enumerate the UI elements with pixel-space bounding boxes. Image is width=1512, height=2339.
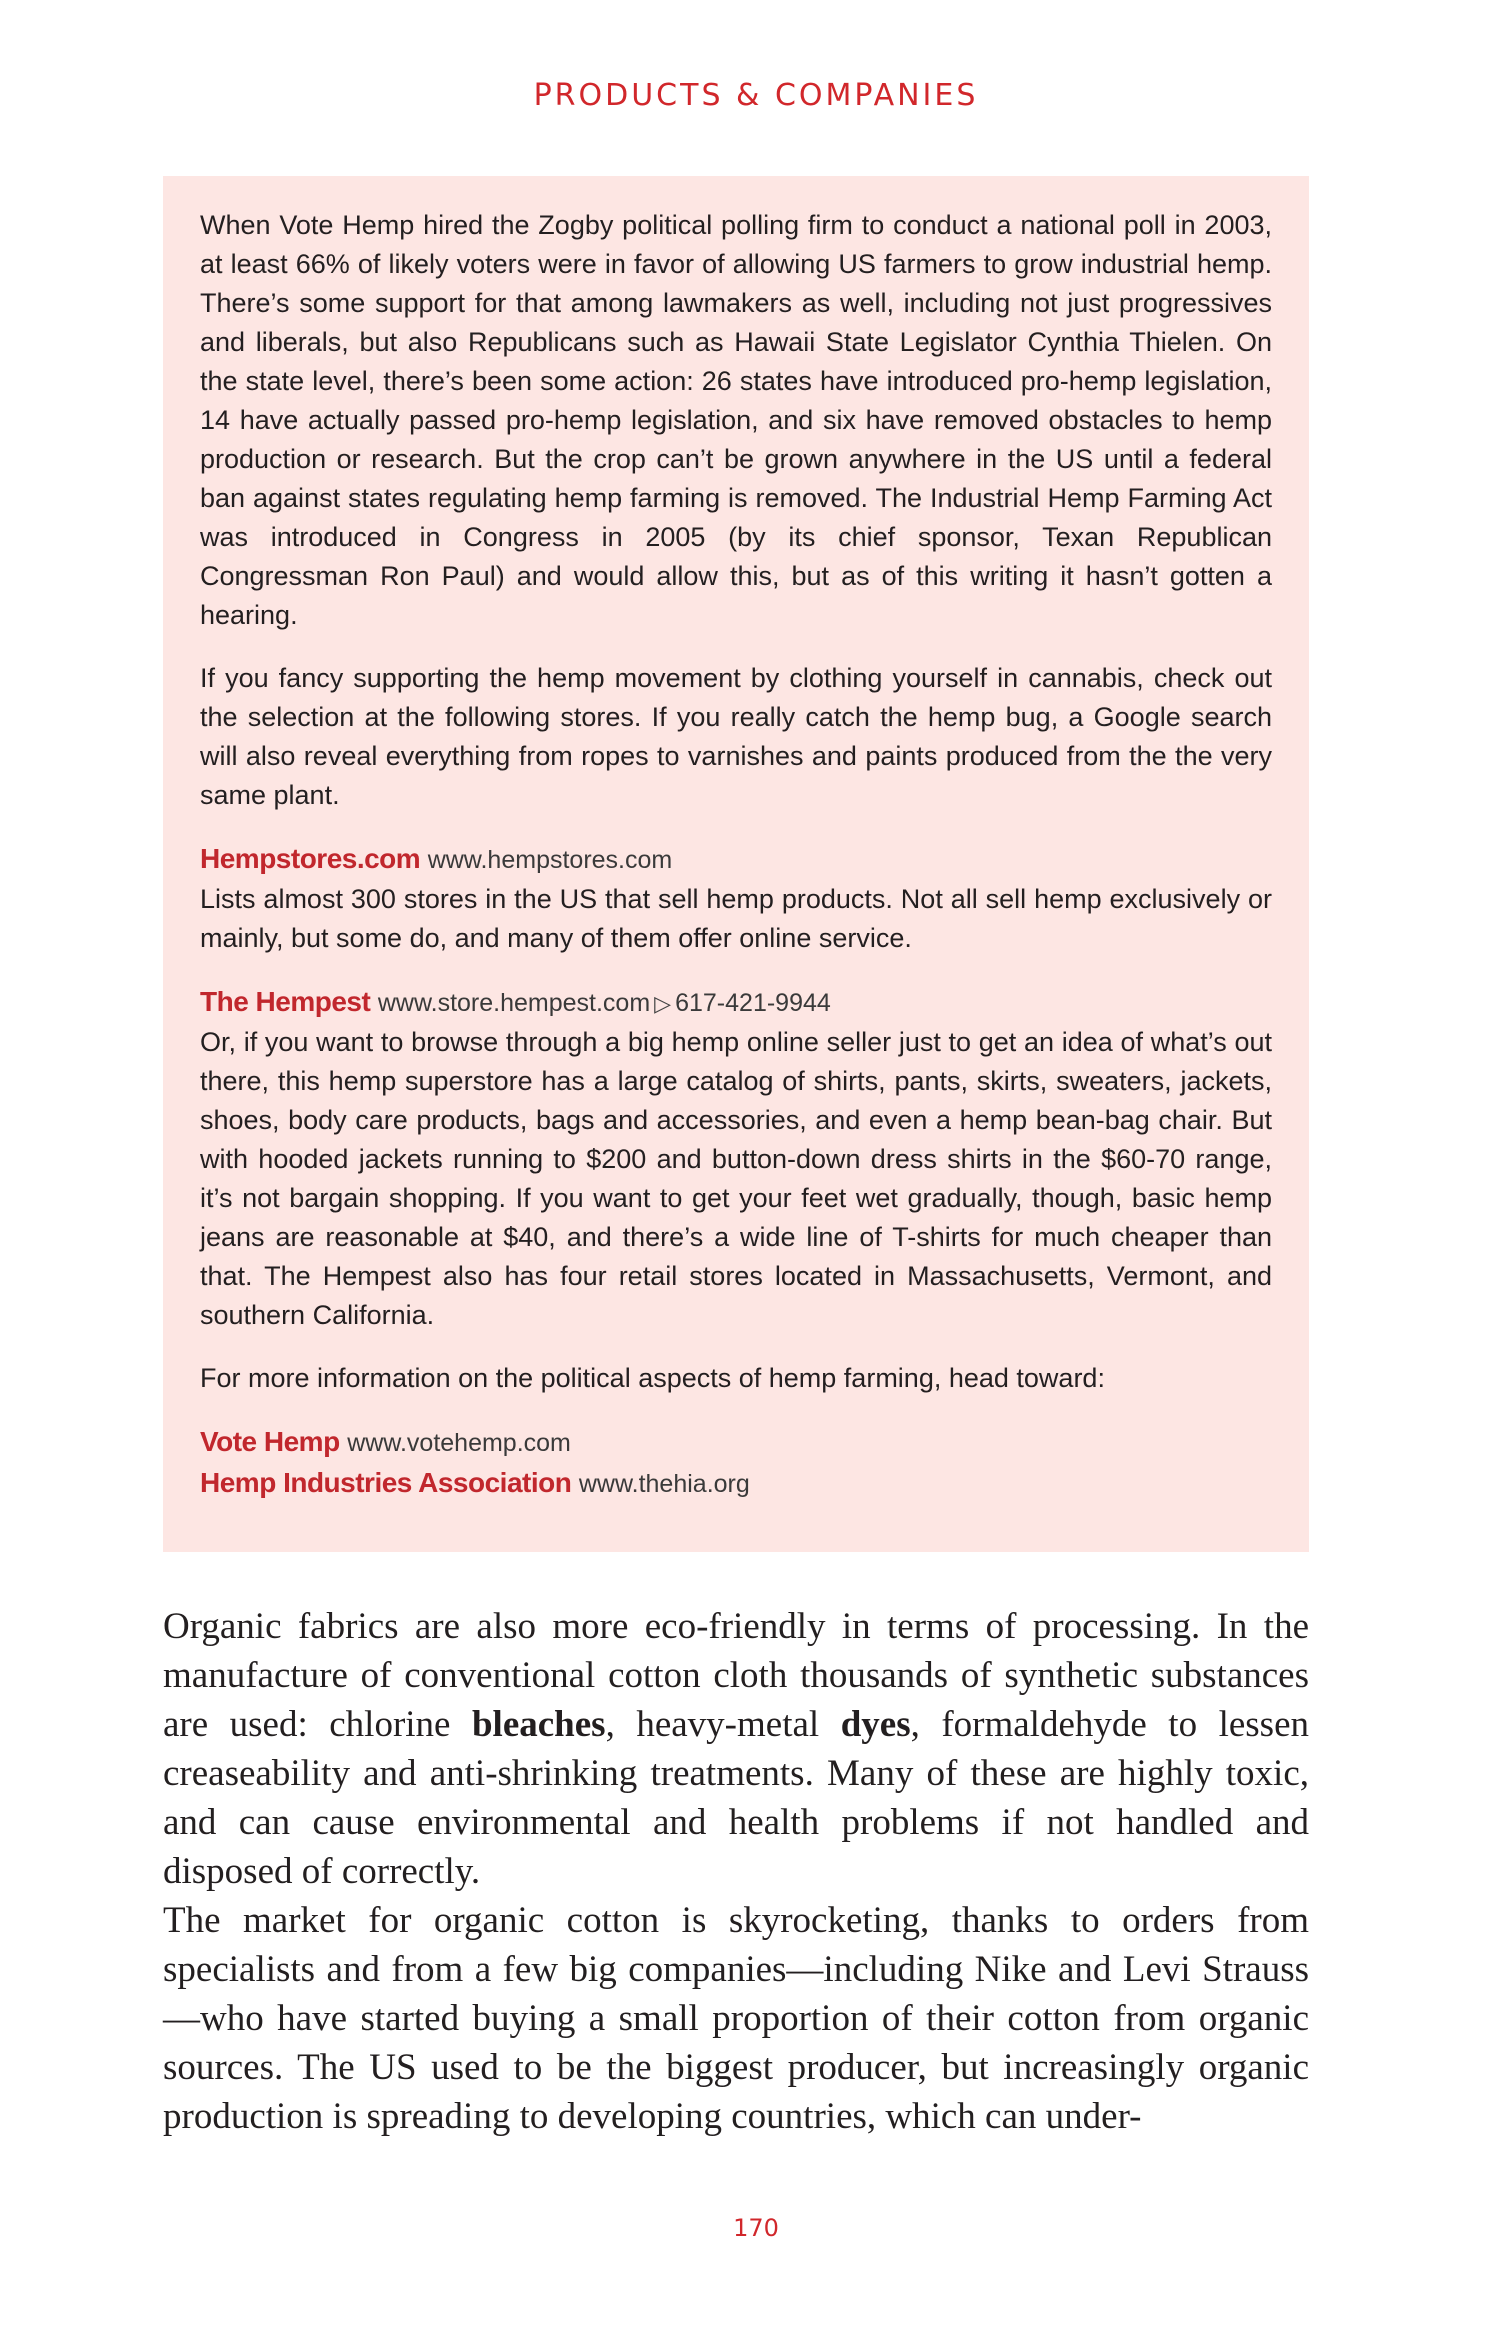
- hemp-sidebar-box: [163, 176, 1309, 1552]
- bold-term-dyes: dyes: [840, 1704, 911, 1745]
- org-url[interactable]: www.thehia.org: [578, 1470, 750, 1498]
- triangle-separator-icon: ▷: [654, 991, 672, 1016]
- store-entry-hempstores: [200, 839, 1272, 958]
- store-entry-heading: [200, 982, 1272, 1023]
- text-run: , formaldehyde to lessen creaseability and anti-shrinking treatments. Many of these are highly toxic, and can cause environmental and health problems if not handled and disposed of correctly.: [163, 1704, 1309, 1892]
- body-paragraph-1: [163, 1602, 1309, 1896]
- store-description: Lists almost 300 stores in the US that sell hemp products. Not all sell hemp exclusively or mainly, but some do, and many of them offer online service.: [200, 884, 1272, 953]
- running-head: PRODUCTS & COMPANIES: [533, 78, 979, 113]
- political-links: [200, 1422, 1272, 1504]
- link-vote-hemp: [200, 1422, 1272, 1463]
- bold-term-bleaches: bleaches: [471, 1704, 606, 1745]
- store-entry-hempest: [200, 982, 1272, 1335]
- store-entry-heading: [200, 839, 1272, 880]
- store-name: Hempstores.com: [200, 843, 421, 874]
- org-url[interactable]: www.votehemp.com: [347, 1429, 571, 1457]
- store-name: The Hempest: [200, 986, 371, 1017]
- store-description: Or, if you want to browse through a big hemp online seller just to get an idea of what’s out there, this hemp superstore has a large catalog of shirts, pants, skirts, sweaters, jackets, shoes, body care products, bags and accessories, and even a hemp bean-bag chair. But with hooded jackets running to $200 and button-down dress shirts in the $60-70 range, it’s not bargain shopping. If you want to get your feet wet gradually, though, basic hemp jeans are reasonable at $40, and there’s a wide line of T-shirts for much cheaper than that. The Hempest also has four retail stores located in Massachusetts, Vermont, and southern California.: [200, 1027, 1272, 1330]
- text-run: Organic fabrics are also more eco-friendly in terms of processing. In the manufacture of conventional cotton cloth thousands of synthetic substances are used: chlorine: [163, 1606, 1309, 1745]
- text-run: , heavy-metal: [605, 1704, 841, 1745]
- org-name: Hemp Industries Association: [200, 1467, 572, 1498]
- store-url[interactable]: www.store.hempest.com: [377, 989, 651, 1017]
- main-body-text: [163, 1602, 1309, 2141]
- body-paragraph-2: The market for organic cotton is skyrocketing, thanks to orders from specialists and from a few big companies—including Nike and Levi Strauss—who have started buying a small proportion of their cotton from organic sources. The US used to be the biggest producer, but increasingly organic production is spreading to developing countries, which can under-: [163, 1900, 1309, 2137]
- sidebar-paragraph-1: When Vote Hemp hired the Zogby political polling firm to conduct a national poll in 2003, at least 66% of likely voters were in favor of allowing US farmers to grow industrial hemp. There’s some support for that among lawmakers as well, including not just progressives and liberals, but also Republicans such as Hawaii State Legislator Cynthia Thielen. On the state level, there’s been some action: 26 states have introduced pro-hemp legislation, 14 have actually passed pro-hemp legislation, and six have removed obstacles to hemp production or research. But the crop can’t be grown anywhere in the US until a federal ban against states regulating hemp farming is removed. The Industrial Hemp Farming Act was introduced in Congress in 2005 (by its chief sponsor, Texan Republican Congressman Ron Paul) and would allow this, but as of this writing it hasn’t gotten a hearing.: [200, 210, 1272, 630]
- sidebar-paragraph-2: If you fancy supporting the hemp movement by clothing yourself in cannabis, check out the selection at the following stores. If you really catch the hemp bug, a Google search will also reveal everything from ropes to varnishes and paints produced from the the very same plant.: [200, 663, 1272, 810]
- org-name: Vote Hemp: [200, 1426, 340, 1457]
- store-phone: 617-421-9944: [675, 989, 831, 1017]
- store-url[interactable]: www.hempstores.com: [427, 846, 673, 874]
- link-hemp-industries-association: [200, 1463, 1272, 1504]
- sidebar-paragraph-3: For more information on the political aspects of hemp farming, head toward:: [200, 1363, 1105, 1393]
- page-number: 170: [733, 2214, 779, 2242]
